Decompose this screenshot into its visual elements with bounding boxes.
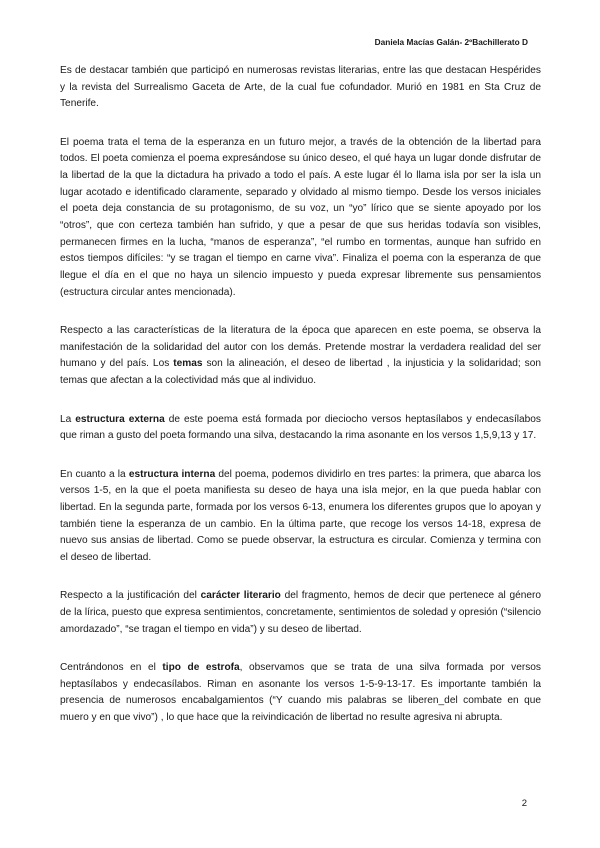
paragraph-literary-features xyxy=(60,323,541,390)
bold-term-temas: temas xyxy=(173,358,203,370)
bold-term-caracter-literario: carácter literario xyxy=(200,590,281,602)
bold-term-estructura-externa: estructura externa xyxy=(75,413,165,425)
paragraph-text: La xyxy=(60,413,76,425)
paragraph-text: Centrándonos en el xyxy=(60,662,163,674)
paragraph-text: Respecto a la justificación del xyxy=(60,590,201,602)
paragraph-text: del fragmento, hemos de decir que pertenece al género de la lírica, puesto que expresa sentimientos, concretamente, sentimientos de soledad y opresión (“silencio amordazado”, “se tragan el tiempo en vida”) y su deseo de libertad. xyxy=(60,590,541,635)
paragraph-text: de este poema está formada por dieciocho versos heptasílabos y endecasílabos que riman a gusto del poeta formando una silva, destacando la rima asonante en los versos 1,5,9,13 y 17. xyxy=(60,413,541,442)
paragraph-text: En cuanto a la xyxy=(60,468,129,480)
paragraph-external-structure xyxy=(60,412,541,445)
paragraph-text: del poema, podemos dividirlo en tres partes: la primera, que abarca los versos 1-5, en la que el poeta manifiesta su deseo de haya una isla mejor, en la que pueda hablar con libertad. En la segunda parte, formada por los versos 6-13, enumera los diferentes grupos que lo apoyan y también tiene la esperanza de un cambio. En la última parte, que recoge los versos 14-18, expresa de nuevo sus ansias de libertad. Como se puede observar, la estructura es circular. Comienza y termina con el deseo de libertad. xyxy=(60,468,541,563)
paragraph-text: , observamos que se trata de una silva formada por versos heptasílabos y endecasílabos. Riman en asonante los versos 1-5-9-13-17. Es importante también la presencia de numerosos encabalgamientos (“Y cuando mis palabras se liberen_del combate en que muero y en que vivo”) , lo que hace que la reivindicación de libertad no resulte agresiva ni abrupta. xyxy=(60,662,541,724)
paragraph-biography xyxy=(60,63,541,113)
paragraph-text: son la alineación, el deseo de libertad , la injusticia y la solidaridad; son temas que afectan a la colectividad más que al individuo. xyxy=(60,358,541,387)
bold-term-tipo-de-estrofa: tipo de estrofa xyxy=(162,662,240,674)
page-number: 2 xyxy=(521,798,527,809)
paragraph-text: Respecto a las características de la literatura de la época que aparecen en este poema, se observa la manifestación de la solidaridad del autor con los demás. Pretende mostrar la verdadera realidad del ser humano y del país. Los xyxy=(60,325,541,370)
paragraph-internal-structure xyxy=(60,467,541,567)
paragraph-text: Es de destacar también que participó en numerosas revistas literarias, entre las que destacan Hespérides y la revista del Surrealismo Gaceta de Arte, de la cual fue cofundador. Murió en 1981 en Sta Cruz de Tenerife. xyxy=(60,65,541,110)
paragraph-stanza-type xyxy=(60,660,541,727)
paragraph-theme xyxy=(60,135,541,302)
document-body xyxy=(60,63,541,749)
bold-term-estructura-interna: estructura interna xyxy=(128,468,216,480)
paragraph-text: El poema trata el tema de la esperanza en un futuro mejor, a través de la obtención de la libertad para todos. El poeta comienza el poema expresándose su único deseo, el qué haya un lugar donde disfrutar de la libertad de la que la dictadura ha privado a todo el país. A este lugar él lo llama isla por ser la isla un lugar acotado e identificado claramente, separado y olvidado al mismo tiempo. Desde los versos iniciales el poeta deja constancia de su protagonismo, de su voz, un “yo” lírico que se siente apoyado por los “otros”, que con certeza también han sufrido, y que a pesar de que sus heridas todavía son visibles, permanecen firmes en la lucha, “manos de esperanza”, “el rumbo en tormentas, aunque han sufrido en estos tiempos difíciles: “y se tragan el tiempo en carne viva”. Finaliza el poema con la esperanza de que llegue el día en el que no haya un silencio impuesto y pueda expresar libremente sus pensamientos (estructura circular antes mencionada). xyxy=(60,136,541,298)
author-header: Daniela Macías Galán- 2ºBachillerato D xyxy=(374,37,528,47)
paragraph-literary-character xyxy=(60,588,541,638)
